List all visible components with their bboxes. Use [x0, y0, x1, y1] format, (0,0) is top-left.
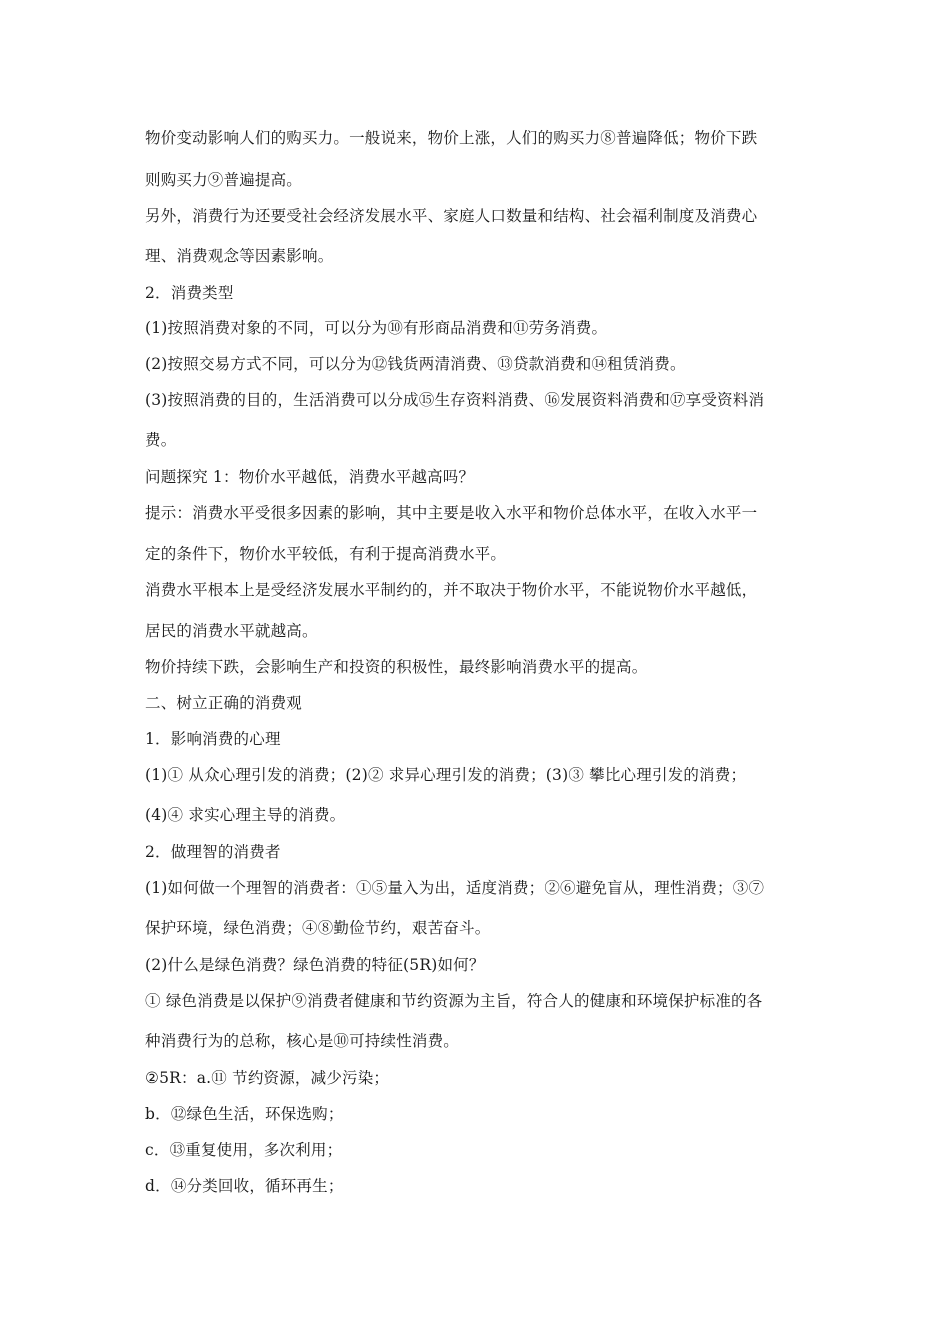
text-line: 物价变动影响人们的购买力。一般说来，物价上涨，人们的购买力⑧普遍降低；物价下跌	[145, 129, 758, 147]
text-line: 物价持续下跌，会影响生产和投资的积极性，最终影响消费水平的提高。	[145, 658, 648, 676]
text-line: (1)如何做一个理智的消费者：①⑤量入为出，适度消费；②⑥避免盲从，理性消费；③⑦	[145, 879, 765, 897]
text-line: 则购买力⑨普遍提高。	[145, 171, 303, 189]
section-heading: 1．影响消费的心理	[145, 730, 281, 748]
text-line: (1)按照消费对象的不同，可以分为⑩有形商品消费和⑪劳务消费。	[145, 319, 608, 337]
text-line: 提示：消费水平受很多因素的影响，其中主要是收入水平和物价总体水平，在收入水平一	[145, 504, 758, 522]
section-heading: 2．做理智的消费者	[145, 843, 281, 861]
text-line: 种消费行为的总称，核心是⑩可持续性消费。	[145, 1032, 460, 1050]
text-line: 费。	[145, 431, 177, 449]
text-line: 消费水平根本上是受经济发展水平制约的，并不取决于物价水平，不能说物价水平越低，	[145, 581, 758, 599]
text-line: d．⑭分类回收，循环再生；	[145, 1177, 344, 1195]
section-heading: 2．消费类型	[145, 284, 234, 302]
text-line: ②5R：a.⑪ 节约资源，减少污染；	[145, 1069, 390, 1087]
text-line: (2)什么是绿色消费？绿色消费的特征(5R)如何？	[145, 956, 485, 974]
text-line: 理、消费观念等因素影响。	[145, 247, 334, 265]
text-line: 定的条件下，物价水平较低，有利于提高消费水平。	[145, 545, 507, 563]
text-line: b．⑫绿色生活，环保选购；	[145, 1105, 344, 1123]
text-line: (1)① 从众心理引发的消费；(2)② 求异心理引发的消费；(3)③ 攀比心理引发的消费；	[145, 766, 747, 784]
text-line: (2)按照交易方式不同，可以分为⑫钱货两清消费、⑬贷款消费和⑭租赁消费。	[145, 355, 686, 373]
text-line: 保护环境，绿色消费；④⑧勤俭节约，艰苦奋斗。	[145, 919, 491, 937]
text-line: (4)④ 求实心理主导的消费。	[145, 806, 346, 824]
section-heading: 二、树立正确的消费观	[145, 694, 303, 712]
text-line: (3)按照消费的目的，生活消费可以分成⑮生存资料消费、⑯发展资料消费和⑰享受资料消	[145, 391, 765, 409]
text-line: ① 绿色消费是以保护⑨消费者健康和节约资源为主旨，符合人的健康和环境保护标准的各	[145, 992, 763, 1010]
text-line: 另外，消费行为还要受社会经济发展水平、家庭人口数量和结构、社会福利制度及消费心	[145, 207, 758, 225]
text-line: 居民的消费水平就越高。	[145, 622, 318, 640]
text-line: c．⑬重复使用，多次利用；	[145, 1141, 343, 1159]
question-heading: 问题探究 1：物价水平越低，消费水平越高吗？	[145, 468, 475, 486]
